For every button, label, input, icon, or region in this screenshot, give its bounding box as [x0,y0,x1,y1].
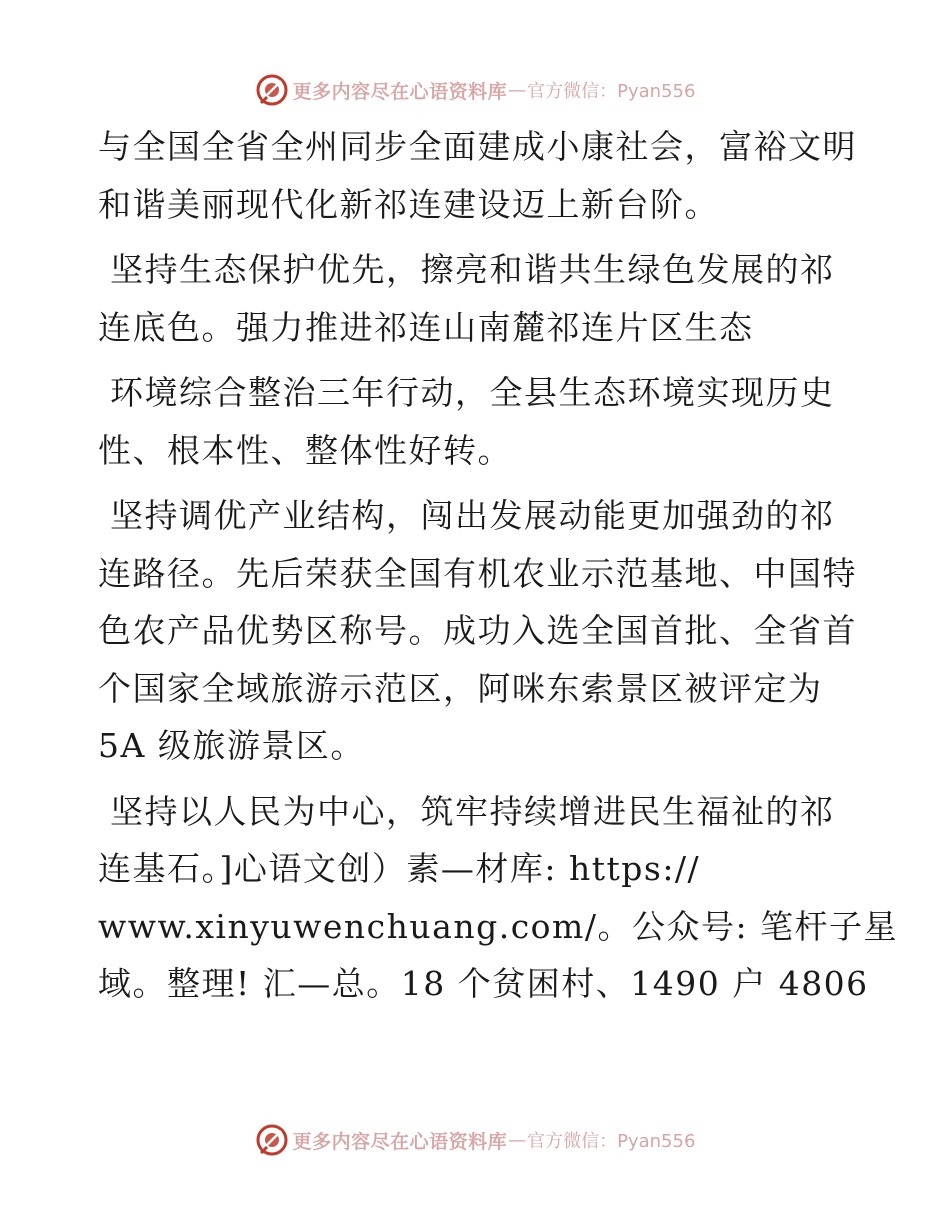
text-line: 性、根本性、整体性好转。 [98,430,512,470]
text-line: 个国家全域旅游示范区，阿咪东索景区被评定为 [98,668,823,708]
banner-brand-text: 更多内容尽在心语资料库 [292,80,508,103]
banner-separator: — [508,79,527,101]
document-body [98,118,899,1013]
text-line: 坚持生态保护优先，擦亮和谐共生绿色发展的祁 [98,250,835,289]
banner-separator: — [508,1129,527,1151]
footer-watermark-banner [0,1120,950,1160]
brand-logo-icon [255,73,289,107]
text-line: 5A 级旅游景区。 [98,726,365,765]
brand-logo-icon [255,1123,289,1157]
text-line: www.xinyuwenchuang.com/。公众号: 笔杆子星 [98,906,899,946]
paragraph [98,783,899,1013]
text-line: 连底色。强力推进祁连山南麓祁连片区生态 [98,307,754,347]
text-line: 连基石。]心语文创）素—材库: https:// [98,849,701,888]
header-watermark-banner [0,70,950,110]
text-line: 连路径。先后荣获全国有机农业示范基地、中国特 [98,553,857,593]
paragraph [98,487,868,775]
banner-wechat-text: 官方微信：Pyan556 [527,1131,696,1152]
text-line: 和谐美丽现代化新祁连建设迈上新台阶。 [98,184,719,224]
text-line: 坚持以人民为中心，筑牢持续增进民生福祉的祁 [98,791,835,831]
paragraph [98,241,868,356]
paragraph [98,118,868,233]
text-line: 与全国全省全州同步全面建成小康社会，富裕文明 [98,127,857,166]
banner-wechat-text: 官方微信：Pyan556 [527,81,696,102]
paragraph [98,364,868,479]
text-line: 环境综合整治三年行动，全县生态环境实现历史 [98,373,835,412]
text-line: 色农产品优势区称号。成功入选全国首批、全省首 [98,611,857,650]
text-line: 域。整理! 汇—总。18 个贫困村、1490 户 4806 [98,964,869,1003]
banner-brand-text: 更多内容尽在心语资料库 [292,1130,508,1153]
text-line: 坚持调优产业结构，闯出发展动能更加强劲的祁 [98,496,835,535]
